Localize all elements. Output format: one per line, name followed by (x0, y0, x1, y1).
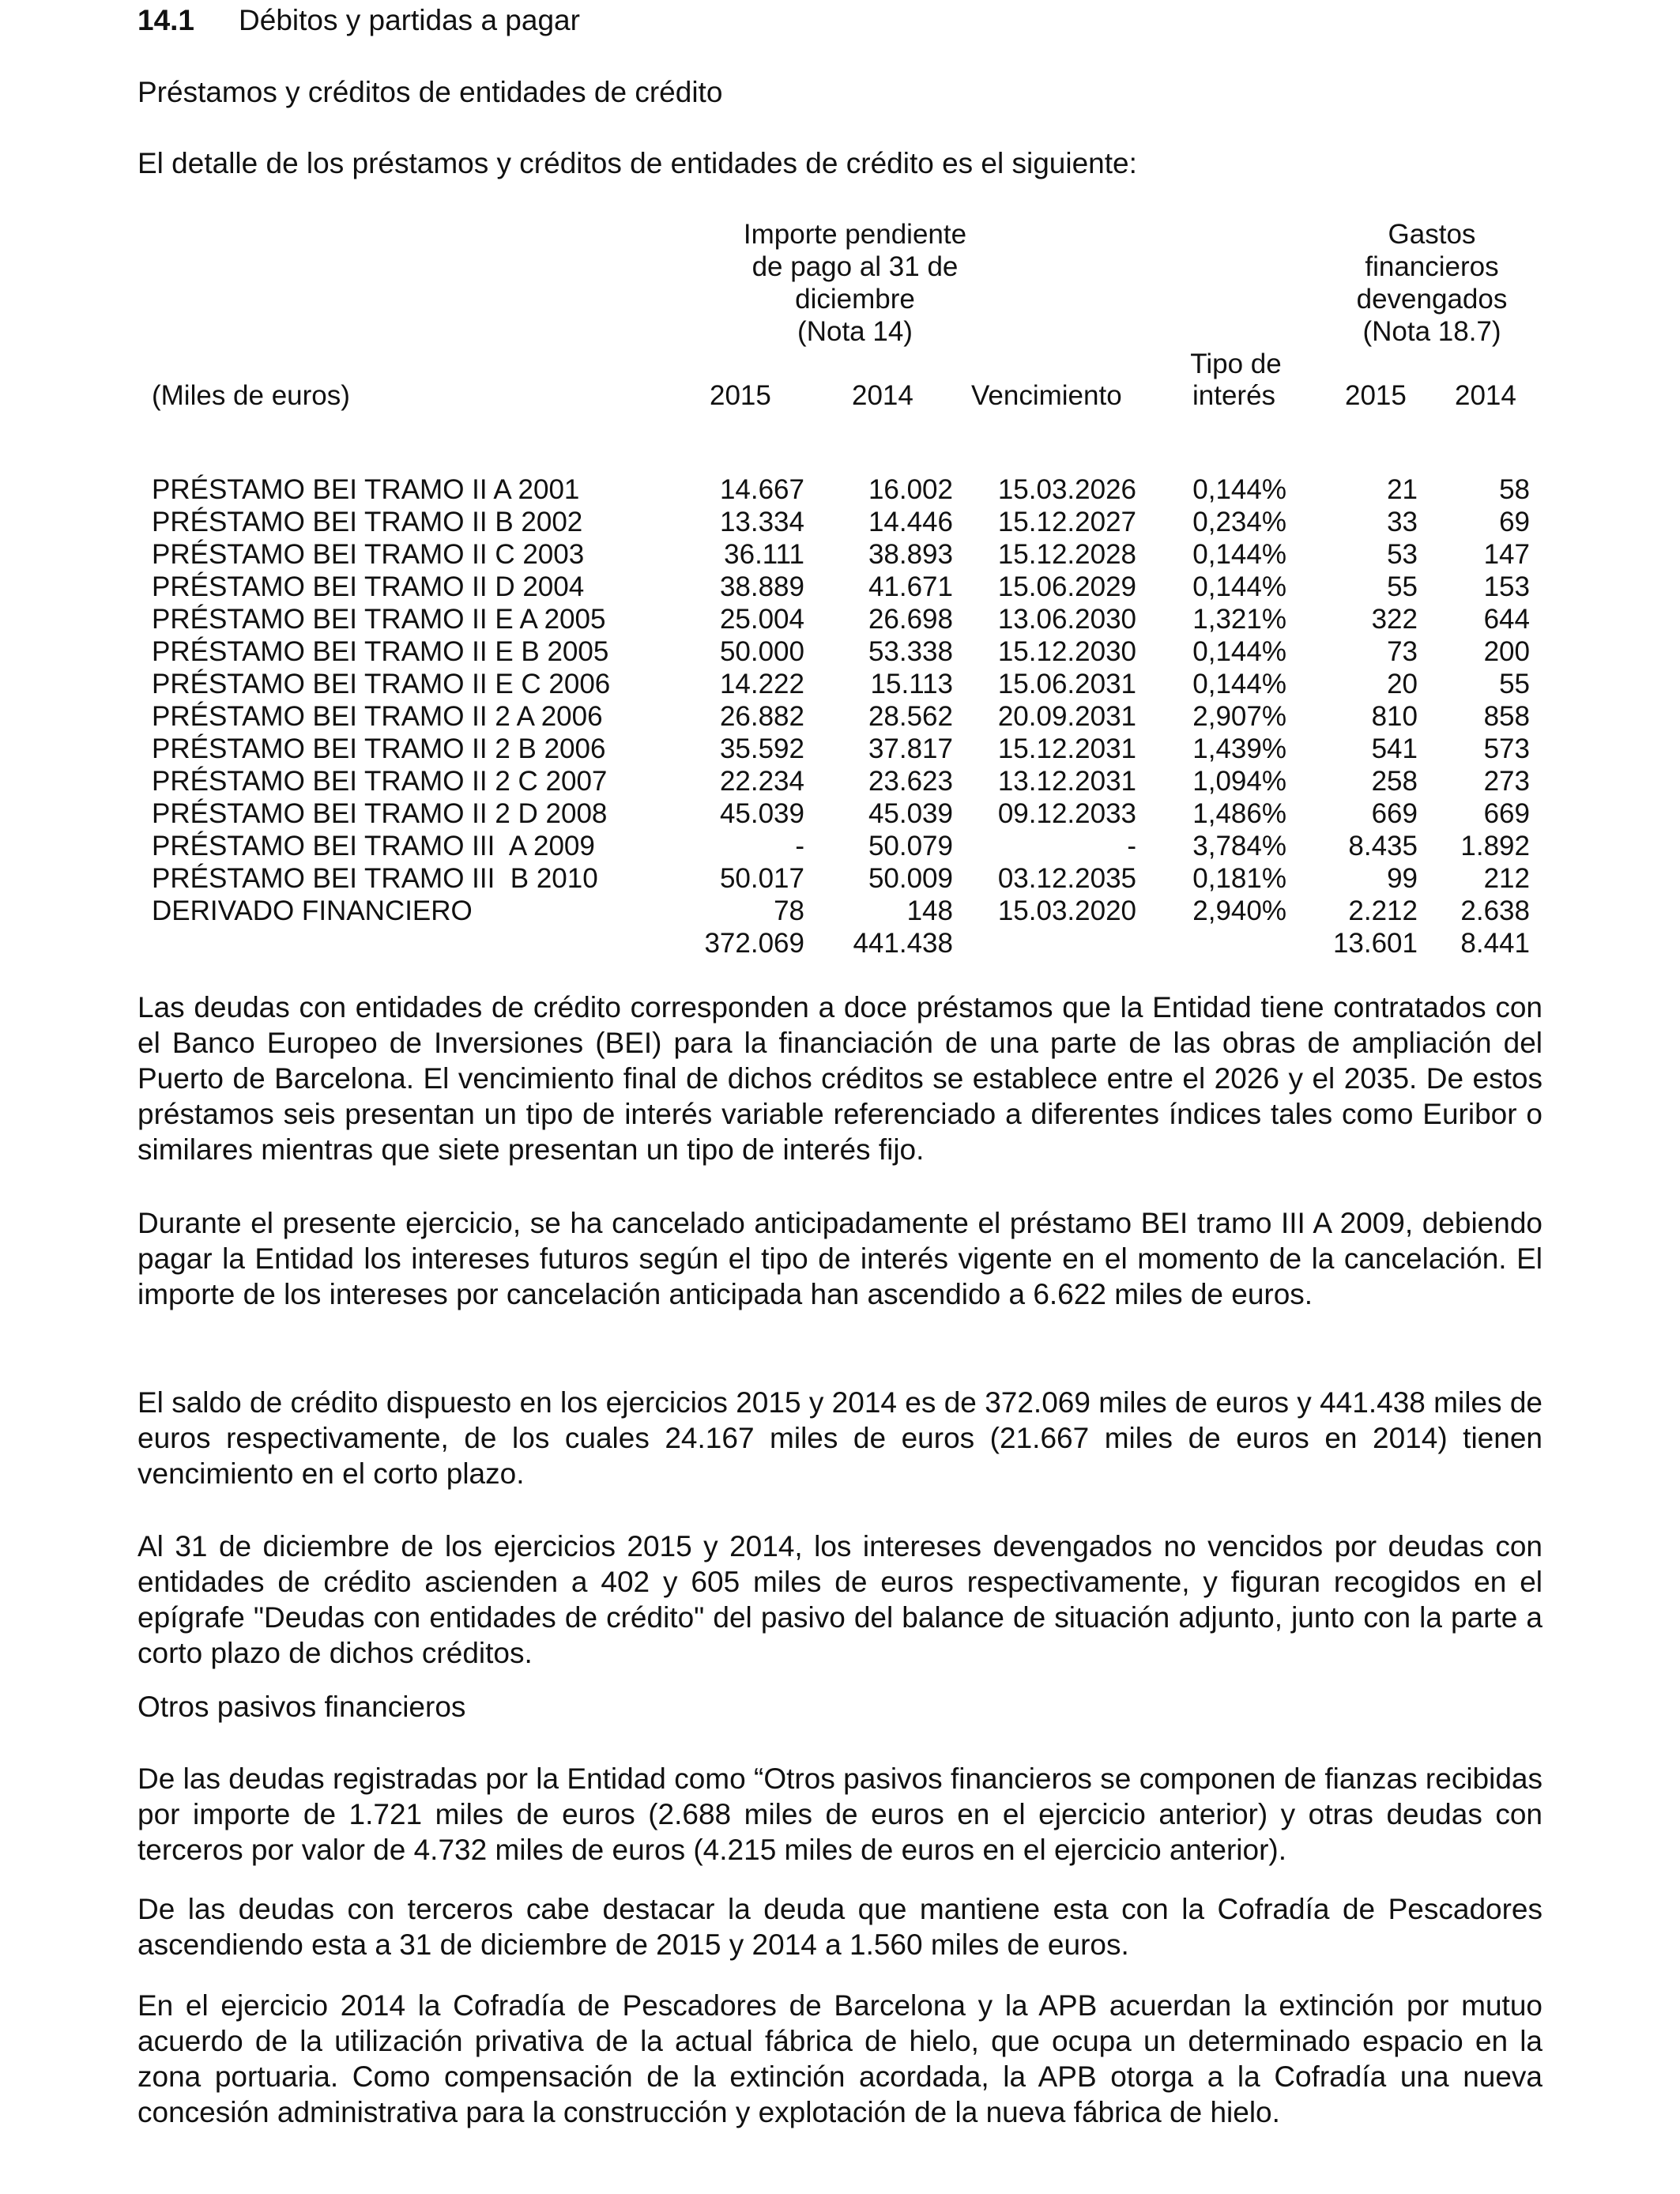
cell-importe-2015: 25.004 (719, 604, 804, 635)
cell-gastos-2014: 273 (1483, 766, 1530, 797)
cell-tipo: 1,486% (1192, 798, 1286, 829)
cell-tipo: 0,234% (1192, 507, 1286, 537)
paragraph-cofradia-debt: De las deudas con terceros cabe destacar la deuda que mantiene esta con la Cofradía de Pescadores ascendiendo esta a 31 de diciembre de 2015 y 2014 a 1.560 miles de euros. (137, 1893, 1543, 1961)
cell-gastos-2014: 153 (1483, 571, 1530, 602)
header-tipo-line1: Tipo de (1190, 349, 1282, 379)
cell-name: PRÉSTAMO BEI TRAMO II B 2002 (152, 507, 583, 537)
cell-vencimiento: 15.06.2031 (997, 669, 1136, 699)
cell-gastos-2015: 669 (1371, 798, 1418, 829)
cell-gastos-2014: 212 (1483, 863, 1530, 894)
table-row (0, 635, 1680, 668)
cell-tipo: 1,439% (1192, 733, 1286, 764)
header-importe-line: de pago al 31 de (751, 251, 959, 282)
cell-importe-2014: 28.562 (868, 701, 953, 732)
cell-gastos-2015: 33 (1387, 507, 1418, 537)
cell-importe-2015: 14.667 (719, 474, 804, 505)
cell-name: PRÉSTAMO BEI TRAMO II 2 B 2006 (152, 733, 606, 764)
cell-total-gastos-2014: 8.441 (1460, 928, 1530, 959)
subheading-other-liabilities: Otros pasivos financieros (137, 1691, 466, 1723)
cell-gastos-2015: 99 (1387, 863, 1418, 894)
header-gastos-group (1313, 218, 1550, 348)
cell-importe-2015: 50.017 (719, 863, 804, 894)
cell-name: PRÉSTAMO BEI TRAMO III B 2010 (152, 863, 598, 894)
paragraph-accrued-interest: Al 31 de diciembre de los ejercicios 2015 y 2014, los intereses devengados no vencidos por deudas con entidades de crédito ascienden a 402 y 605 miles de euros respectivamente, y figuran recogidos en el epígrafe "Deudas con entidades de crédito" del pasivo del balance de situación adjunto, junto con la parte a corto plazo de dichos créditos. (137, 1530, 1543, 1669)
intro-line: El detalle de los préstamos y créditos de entidades de crédito es el siguiente: (137, 147, 1137, 179)
cell-gastos-2015: 53 (1387, 539, 1418, 570)
table-row (0, 862, 1680, 895)
cell-total-importe-2015: 372.069 (704, 928, 804, 959)
cell-vencimiento: 15.12.2028 (997, 539, 1136, 570)
cell-importe-2014: 14.446 (868, 507, 953, 537)
cell-vencimiento: 15.06.2029 (997, 571, 1136, 602)
cell-gastos-2015: 541 (1371, 733, 1418, 764)
cell-name: PRÉSTAMO BEI TRAMO II 2 A 2006 (152, 701, 603, 732)
table-row (0, 700, 1680, 733)
cell-gastos-2014: 2.638 (1460, 895, 1530, 926)
subheading-loans: Préstamos y créditos de entidades de crédito (137, 76, 723, 108)
cell-importe-2014: 16.002 (868, 474, 953, 505)
cell-gastos-2014: 55 (1499, 669, 1530, 699)
table-row (0, 538, 1680, 571)
cell-importe-2015: 26.882 (719, 701, 804, 732)
table-row (0, 603, 1680, 635)
cell-name: PRÉSTAMO BEI TRAMO II A 2001 (152, 474, 580, 505)
cell-gastos-2014: 669 (1483, 798, 1530, 829)
cell-gastos-2014: 147 (1483, 539, 1530, 570)
cell-name: PRÉSTAMO BEI TRAMO II E B 2005 (152, 636, 609, 667)
header-col-gastos-2014: 2014 (1455, 380, 1516, 411)
cell-vencimiento: 13.12.2031 (997, 766, 1136, 797)
cell-tipo: 0,144% (1192, 669, 1286, 699)
cell-gastos-2014: 58 (1499, 474, 1530, 505)
cell-tipo: 2,907% (1192, 701, 1286, 732)
cell-importe-2014: 45.039 (868, 798, 953, 829)
header-gastos-line: financieros (1365, 251, 1499, 282)
cell-tipo: 1,321% (1192, 604, 1286, 635)
section-title: Débitos y partidas a pagar (239, 4, 580, 36)
cell-name: PRÉSTAMO BEI TRAMO II 2 D 2008 (152, 798, 608, 829)
cell-tipo: 1,094% (1192, 766, 1286, 797)
cell-gastos-2015: 322 (1371, 604, 1418, 635)
cell-gastos-2015: 20 (1387, 669, 1418, 699)
cell-gastos-2014: 573 (1483, 733, 1530, 764)
table-row (0, 473, 1680, 506)
cell-gastos-2015: 810 (1371, 701, 1418, 732)
cell-vencimiento: 09.12.2033 (997, 798, 1136, 829)
header-importe-line: diciembre (795, 284, 915, 315)
cell-importe-2014: 50.009 (868, 863, 953, 894)
cell-importe-2014: 26.698 (868, 604, 953, 635)
header-importe-line: Importe pendiente (743, 219, 967, 250)
cell-importe-2015: 78 (774, 895, 804, 926)
cell-name: PRÉSTAMO BEI TRAMO II E A 2005 (152, 604, 606, 635)
header-gastos-line: devengados (1356, 284, 1508, 315)
cell-vencimiento: - (1127, 831, 1136, 861)
header-importe-line: (Nota 14) (797, 316, 913, 347)
cell-importe-2015: 35.592 (719, 733, 804, 764)
cell-gastos-2015: 258 (1371, 766, 1418, 797)
cell-importe-2015: 38.889 (719, 571, 804, 602)
cell-importe-2015: 36.111 (724, 539, 804, 570)
cell-gastos-2015: 73 (1387, 636, 1418, 667)
cell-total-importe-2014: 441.438 (853, 928, 953, 959)
cell-gastos-2015: 2.212 (1348, 895, 1418, 926)
cell-vencimiento: 15.12.2027 (997, 507, 1136, 537)
header-col-vencimiento: Vencimiento (971, 380, 1122, 411)
header-gastos-line: Gastos (1388, 219, 1476, 250)
cell-importe-2014: 37.817 (868, 733, 953, 764)
cell-name: PRÉSTAMO BEI TRAMO III A 2009 (152, 831, 595, 861)
paragraph-early-cancellation: Durante el presente ejercicio, se ha cancelado anticipadamente el préstamo BEI tramo III A 2009, debiendo pagar la Entidad los intereses futuros según el tipo de interés vigente en el momento de la cancelación. El importe de los intereses por cancelación anticipada han ascendido a 6.622 miles de euros. (137, 1207, 1543, 1310)
table-header-row (0, 379, 1680, 412)
cell-name: DERIVADO FINANCIERO (152, 895, 473, 926)
cell-importe-2015: 50.000 (719, 636, 804, 667)
cell-tipo: 0,144% (1192, 539, 1286, 570)
header-gastos-line: (Nota 18.7) (1362, 316, 1501, 347)
cell-importe-2014: 53.338 (868, 636, 953, 667)
table-row (0, 895, 1680, 927)
cell-name: PRÉSTAMO BEI TRAMO II E C 2006 (152, 669, 611, 699)
table-row (0, 797, 1680, 830)
table-row (0, 571, 1680, 603)
cell-tipo: 3,784% (1192, 831, 1286, 861)
cell-vencimiento: 13.06.2030 (997, 604, 1136, 635)
header-col-2015: 2015 (710, 380, 771, 411)
header-units: (Miles de euros) (152, 380, 350, 411)
cell-gastos-2014: 858 (1483, 701, 1530, 732)
cell-importe-2014: 148 (906, 895, 953, 926)
cell-importe-2015: 45.039 (719, 798, 804, 829)
cell-gastos-2014: 200 (1483, 636, 1530, 667)
table-row (0, 668, 1680, 700)
cell-tipo: 2,940% (1192, 895, 1286, 926)
cell-importe-2014: 41.671 (868, 571, 953, 602)
cell-name: PRÉSTAMO BEI TRAMO II D 2004 (152, 571, 585, 602)
header-importe-group (680, 218, 1030, 348)
table-row (0, 733, 1680, 765)
cell-gastos-2014: 644 (1483, 604, 1530, 635)
cell-importe-2015: 14.222 (719, 669, 804, 699)
cell-total-gastos-2015: 13.601 (1332, 928, 1418, 959)
cell-gastos-2015: 55 (1387, 571, 1418, 602)
cell-vencimiento: 15.03.2020 (997, 895, 1136, 926)
cell-importe-2014: 38.893 (868, 539, 953, 570)
cell-tipo: 0,181% (1192, 863, 1286, 894)
cell-vencimiento: 15.12.2030 (997, 636, 1136, 667)
cell-vencimiento: 15.03.2026 (997, 474, 1136, 505)
paragraph-credit-balance: El saldo de crédito dispuesto en los ejercicios 2015 y 2014 es de 372.069 miles de euros y 441.438 miles de euros respectivamente, de los cuales 24.167 miles de euros (21.667 miles de euros en 2014) tienen vencimiento en el corto plazo. (137, 1386, 1543, 1490)
section-number: 14.1 (137, 4, 195, 36)
cell-tipo: 0,144% (1192, 636, 1286, 667)
table-row (0, 765, 1680, 797)
cell-name: PRÉSTAMO BEI TRAMO II 2 C 2007 (152, 766, 608, 797)
cell-tipo: 0,144% (1192, 571, 1286, 602)
cell-gastos-2015: 21 (1387, 474, 1418, 505)
cell-vencimiento: 20.09.2031 (997, 701, 1136, 732)
paragraph-debts-bei: Las deudas con entidades de crédito corresponden a doce préstamos que la Entidad tiene contratados con el Banco Europeo de Inversiones (BEI) para la financiación de una parte de las obras de ampliación del Puerto de Barcelona. El vencimiento final de dichos créditos se establece entre el 2026 y el 2035. De estos préstamos seis presentan un tipo de interés variable referenciado a diferentes índices tales como Euribor o similares mientras que siete presentan un tipo de interés fijo. (137, 991, 1543, 1166)
paragraph-other-liabilities: De las deudas registradas por la Entidad como “Otros pasivos financieros se componen de fianzas recibidas por importe de 1.721 miles de euros (2.688 miles de euros en el ejercicio anterior) y otras deudas con terceros por valor de 4.732 miles de euros (4.215 miles de euros en el ejercicio anterior). (137, 1762, 1543, 1866)
cell-vencimiento: 15.12.2031 (997, 733, 1136, 764)
cell-gastos-2014: 69 (1499, 507, 1530, 537)
paragraph-ice-factory: En el ejercicio 2014 la Cofradía de Pescadores de Barcelona y la APB acuerdan la extinción por mutuo acuerdo de la utilización privativa de la actual fábrica de hielo, que ocupa un determinado espacio en la zona portuaria. Como compensación de la extinción acordada, la APB otorga a la Cofradía una nueva concesión administrativa para la construcción y explotación de la nueva fábrica de hielo. (137, 1989, 1543, 2128)
cell-gastos-2014: 1.892 (1460, 831, 1530, 861)
cell-importe-2015: 22.234 (719, 766, 804, 797)
section-heading (137, 2, 580, 39)
table-row (0, 830, 1680, 862)
cell-vencimiento: 03.12.2035 (997, 863, 1136, 894)
cell-importe-2015: 13.334 (719, 507, 804, 537)
table-total-row (0, 927, 1680, 959)
cell-importe-2015: - (795, 831, 804, 861)
table-row (0, 506, 1680, 538)
cell-importe-2014: 23.623 (868, 766, 953, 797)
cell-name: PRÉSTAMO BEI TRAMO II C 2003 (152, 539, 585, 570)
header-col-gastos-2015: 2015 (1345, 380, 1407, 411)
cell-importe-2014: 50.079 (868, 831, 953, 861)
cell-tipo: 0,144% (1192, 474, 1286, 505)
header-col-2014: 2014 (852, 380, 913, 411)
cell-gastos-2015: 8.435 (1348, 831, 1418, 861)
cell-importe-2014: 15.113 (870, 669, 953, 699)
header-col-tipo: interés (1192, 380, 1276, 411)
